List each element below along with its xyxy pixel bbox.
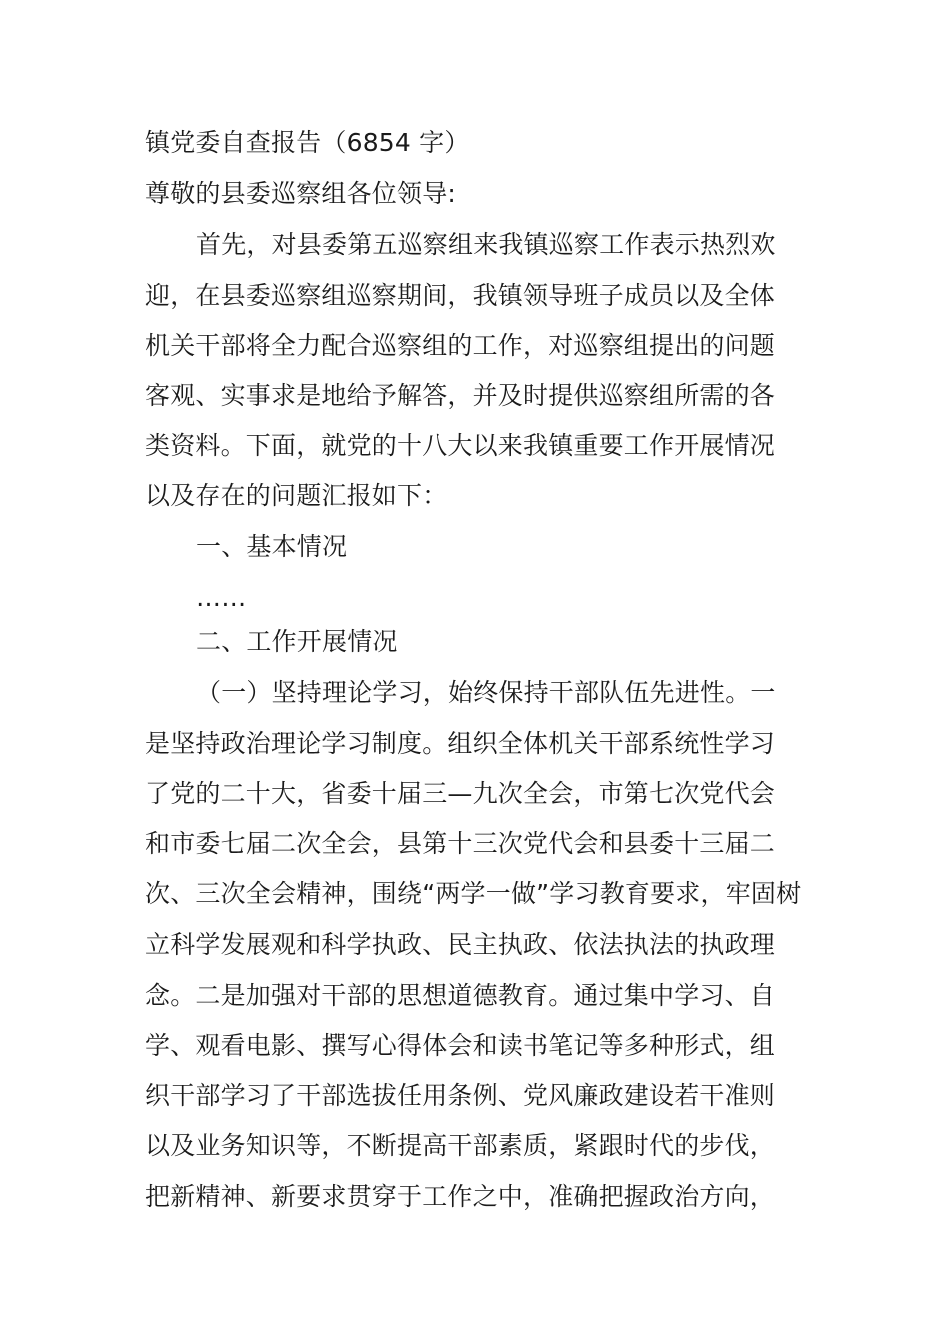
paragraph-line: 学、观看电影、撰写心得体会和读书笔记等多种形式，组: [145, 1031, 776, 1060]
paragraph-line: 类资料。下面，就党的十八大以来我镇重要工作开展情况: [145, 431, 776, 460]
ellipsis-placeholder: ……: [196, 583, 247, 612]
paragraph-line: 以及业务知识等，不断提高干部素质，紧跟时代的步伐，: [145, 1131, 776, 1160]
paragraph-line: 客观、实事求是地给予解答，并及时提供巡察组所需的各: [145, 381, 776, 410]
paragraph-line: 迎，在县委巡察组巡察期间，我镇领导班子成员以及全体: [145, 281, 776, 310]
paragraph-line: 了党的二十大，省委十届三—九次全会，市第七次党代会: [145, 779, 776, 808]
paragraph-line: 以及存在的问题汇报如下：: [145, 481, 448, 510]
paragraph-line: 次、三次全会精神，围绕“两学一做”学习教育要求，牢固树: [145, 879, 802, 908]
paragraph-line: 把新精神、新要求贯穿于工作之中，准确把握政治方向，: [145, 1182, 776, 1211]
document-title: 镇党委自查报告（6854 字）: [145, 128, 470, 157]
paragraph-line: 和市委七届二次全会，县第十三次党代会和县委十三届二: [145, 829, 776, 858]
section-heading: 二、工作开展情况: [196, 627, 398, 656]
paragraph-line: 是坚持政治理论学习制度。组织全体机关干部系统性学习: [145, 729, 776, 758]
section-heading: 一、基本情况: [196, 532, 348, 561]
paragraph-line: 首先，对县委第五巡察组来我镇巡察工作表示热烈欢: [196, 230, 776, 259]
paragraph-line: 念。二是加强对干部的思想道德教育。通过集中学习、自: [145, 981, 776, 1010]
salutation: 尊敬的县委巡察组各位领导:: [145, 179, 457, 208]
paragraph-line: （一）坚持理论学习，始终保持干部队伍先进性。一: [196, 678, 776, 707]
paragraph-line: 机关干部将全力配合巡察组的工作，对巡察组提出的问题: [145, 331, 776, 360]
paragraph-line: 织干部学习了干部选拔任用条例、党风廉政建设若干准则: [145, 1081, 776, 1110]
paragraph-line: 立科学发展观和科学执政、民主执政、依法执法的执政理: [145, 930, 776, 959]
